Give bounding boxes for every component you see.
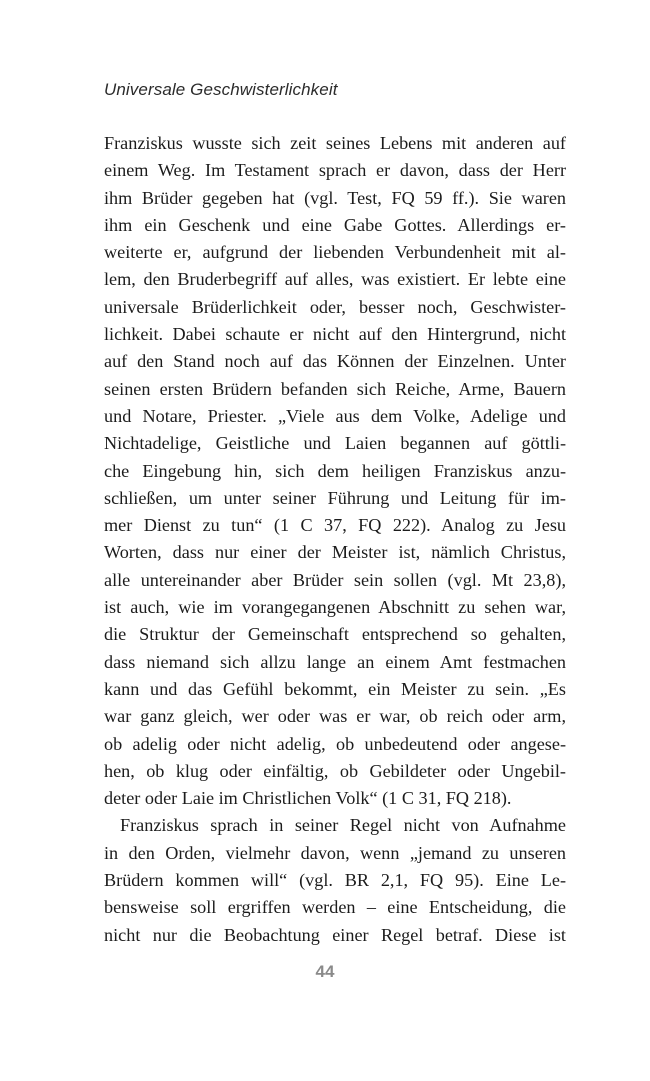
text-line: auf den Stand noch auf das Können der Einzelnen. Unter (104, 351, 566, 372)
text-line: ob adelig oder nicht adelig, ob unbedeutend oder angese- (104, 733, 566, 754)
text-line: bensweise soll ergriffen werden – eine Entscheidung, die (104, 897, 566, 918)
text-line: ihm Brüder gegeben hat (vgl. Test, FQ 59 ff.). Sie waren (104, 187, 566, 208)
text-line: weiterte er, aufgrund der liebenden Verbundenheit mit al- (104, 242, 566, 263)
text-line: seinen ersten Brüdern befanden sich Reiche, Arme, Bauern (104, 378, 566, 399)
text-line: Nichtadelige, Geistliche und Laien begannen auf göttli- (104, 433, 566, 454)
text-line: che Eingebung hin, sich dem heiligen Franziskus anzu- (104, 460, 566, 481)
text-line: hen, ob klug oder einfältig, ob Gebildeter oder Ungebil- (104, 760, 566, 781)
text-line: die Struktur der Gemeinschaft entsprechend so gehalten, (104, 624, 566, 645)
text-line: dass niemand sich allzu lange an einem Amt festmachen (104, 651, 566, 672)
text-line: ihm ein Geschenk und eine Gabe Gottes. Allerdings er- (104, 214, 566, 235)
text-line: lem, den Bruderbegriff auf alles, was existiert. Er lebte eine (104, 269, 566, 290)
text-line: war ganz gleich, wer oder was er war, ob reich oder arm, (104, 706, 566, 727)
page-number: 44 (315, 962, 335, 981)
text-line: kann und das Gefühl bekommt, ein Meister zu sein. „Es (104, 678, 566, 699)
text-line: lichkeit. Dabei schaute er nicht auf den Hintergrund, nicht (104, 324, 566, 345)
text-line: Franziskus sprach in seiner Regel nicht von Aufnahme (120, 815, 566, 836)
text-line: Brüdern kommen will“ (vgl. BR 2,1, FQ 95). Eine Le- (104, 870, 566, 891)
text-line: universale Brüderlichkeit oder, besser noch, Geschwister- (104, 296, 566, 317)
paragraph-1 (104, 130, 566, 812)
text-line: mer Dienst zu tun“ (1 C 37, FQ 222). Analog zu Jesu (104, 515, 566, 536)
text-line: nicht nur die Beobachtung einer Regel betraf. Diese ist (104, 924, 566, 945)
paragraph-2 (104, 812, 566, 948)
text-line: schließen, um unter seiner Führung und Leitung für im- (104, 487, 566, 508)
text-line: alle untereinander aber Brüder sein sollen (vgl. Mt 23,8), (104, 569, 566, 590)
body-text (104, 130, 566, 949)
text-line: ist auch, wie im vorangegangenen Abschnitt zu sehen war, (104, 597, 566, 618)
running-head: Universale Geschwisterlichkeit (104, 80, 338, 99)
text-line: deter oder Laie im Christlichen Volk“ (1 C 31, FQ 218). (104, 788, 512, 809)
text-line: Worten, dass nur einer der Meister ist, nämlich Christus, (104, 542, 566, 563)
text-line: einem Weg. Im Testament sprach er davon, dass der Herr (104, 160, 566, 181)
text-line: und Notare, Priester. „Viele aus dem Volke, Adelige und (104, 405, 566, 426)
text-line: in den Orden, vielmehr davon, wenn „jemand zu unseren (104, 842, 566, 863)
text-line: Franziskus wusste sich zeit seines Lebens mit anderen auf (104, 133, 566, 153)
